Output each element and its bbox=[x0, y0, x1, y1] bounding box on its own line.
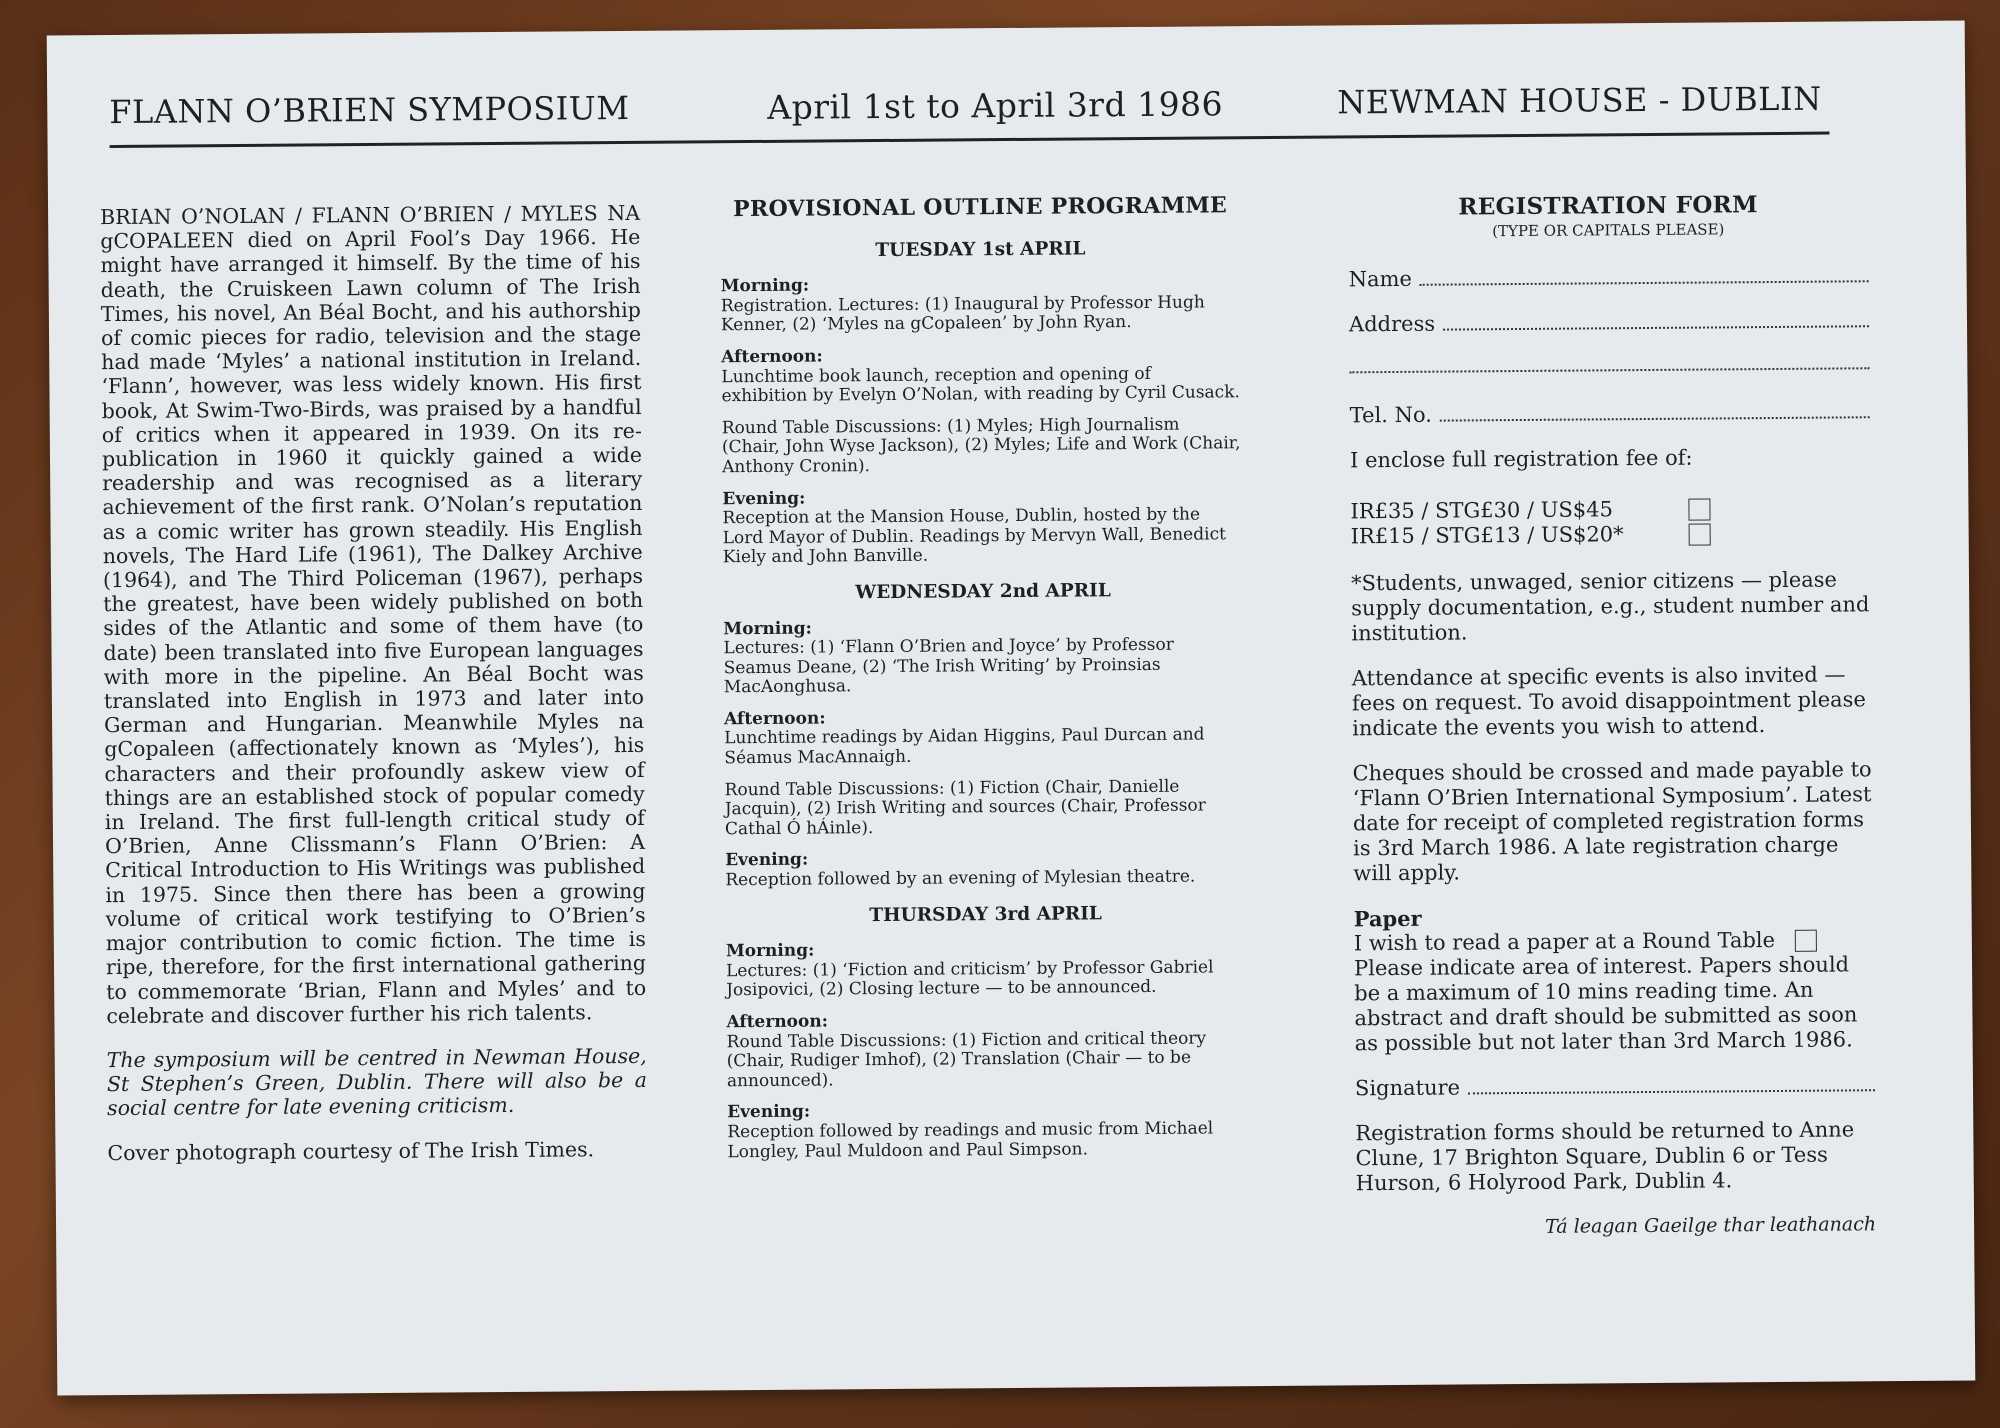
signature-field[interactable] bbox=[1355, 1072, 1875, 1101]
session-text: Lectures: (1) ‘Fiction and criticism’ by Professor Gabriel Josipovici, (2) Closing lecture — to be announced. bbox=[725, 957, 1214, 1001]
address-label: Address bbox=[1348, 311, 1436, 337]
programme-column bbox=[720, 192, 1248, 1174]
programme-title: PROVISIONAL OUTLINE PROGRAMME bbox=[733, 192, 1228, 223]
tel-line[interactable] bbox=[1440, 402, 1870, 421]
irish-note: Tá leagan Gaeilge thar leathanach bbox=[1545, 1213, 1877, 1238]
name-label: Name bbox=[1348, 266, 1412, 292]
session-text: Reception at the Mansion House, Dublin, hosted by the Lord Mayor of Dublin. Readings by Mervyn Wall, Benedict Kiely and John Banville. bbox=[722, 504, 1226, 568]
session-label: Afternoon: bbox=[721, 346, 823, 368]
day-heading: WEDNESDAY 2nd APRIL bbox=[855, 580, 1111, 604]
form-title: REGISTRATION FORM bbox=[1458, 191, 1758, 221]
students-note: *Students, unwaged, senior citizens — please supply documentation, e.g., student number and institution. bbox=[1350, 567, 1870, 646]
venue-note: The symposium will be centred in Newman House, St Stephen’s Green, Dublin. There will also be a social centre for late evening criticism. bbox=[106, 1043, 648, 1121]
day-heading: THURSDAY 3rd APRIL bbox=[869, 902, 1102, 926]
session-text: Reception followed by readings and music from Michael Longley, Paul Muldoon and Paul Simpson. bbox=[727, 1118, 1214, 1162]
session-text: Lectures: (1) ‘Flann O’Brien and Joyce’ by Professor Seamus Deane, (2) ‘The Irish Writing’ by Proinsias MacAonghusa. bbox=[723, 634, 1174, 698]
paper-title: Paper bbox=[1353, 905, 1422, 932]
paper-checkbox[interactable] bbox=[1795, 929, 1817, 951]
address-line[interactable] bbox=[1443, 311, 1869, 330]
return-address: Registration forms should be returned to Anne Clune, 17 Brighton Square, Dublin 6 or Tess Hurson, 6 Holyrood Park, Dublin 4. bbox=[1355, 1117, 1855, 1196]
address-field[interactable] bbox=[1349, 308, 1869, 337]
session-label: Evening: bbox=[727, 1101, 811, 1123]
cheques-note: Cheques should be crossed and made payable to ‘Flann O’Brien International Symposium’. Latest date for receipt of completed registration forms is 3rd March 1986. A late registration charge will apply. bbox=[1352, 757, 1872, 886]
session bbox=[721, 344, 1241, 407]
session-text: Registration. Lectures: (1) Inaugural by Professor Hugh Kenner, (2) ‘Myles na gCopaleen’ by John Ryan. bbox=[720, 292, 1205, 336]
paper-text: Please indicate area of interest. Papers should be a maximum of 10 mins reading time. An abstract and draft should be submitted as soon as possible but not later than 3rd March 1986. bbox=[1353, 952, 1858, 1056]
session bbox=[725, 777, 1245, 840]
registration-form bbox=[1348, 191, 1876, 1241]
venue-title: NEWMAN HOUSE - DUBLIN bbox=[1337, 79, 1822, 122]
session bbox=[726, 938, 1246, 1001]
session bbox=[723, 616, 1244, 698]
session-text: Lunchtime book launch, reception and opening of exhibition by Evelyn O’Nolan, with reading by Cyril Cusack. bbox=[721, 363, 1240, 407]
name-field[interactable] bbox=[1349, 263, 1869, 292]
event-dates: April 1st to April 3rd 1986 bbox=[767, 84, 1224, 127]
form-subtitle: (TYPE OR CAPITALS PLEASE) bbox=[1492, 220, 1725, 241]
session-text: Lunchtime readings by Aidan Higgins, Paul Durcan and Séamus MacAnnaigh. bbox=[724, 724, 1205, 769]
photo-credit: Cover photograph courtesy of The Irish Times. bbox=[107, 1136, 595, 1165]
session-label: Afternoon: bbox=[726, 1011, 829, 1033]
session bbox=[722, 415, 1242, 478]
session-text: Round Table Discussions: (1) Fiction (Chair, Danielle Jacquin), (2) Irish Writing and sources (Chair, Professor Cathal Ó hÁinle). bbox=[724, 776, 1206, 840]
fee-intro: I enclose full registration fee of: bbox=[1349, 445, 1693, 473]
attendance-note: Attendance at specific events is also invited — fees on request. To avoid disappointment please indicate the events you wish to attend. bbox=[1351, 662, 1866, 741]
session-text: Round Table Discussions: (1) Fiction and critical theory (Chair, Rudiger Imhof), (2) Translation (Chair — to be announced). bbox=[726, 1028, 1207, 1092]
session-label: Morning: bbox=[725, 940, 815, 962]
fee-reduced-checkbox[interactable] bbox=[1689, 523, 1711, 545]
fee-full-label: IR£35 / STG£30 / US$45 bbox=[1350, 497, 1614, 524]
session bbox=[725, 848, 1245, 891]
session bbox=[722, 486, 1243, 568]
registration-leaflet bbox=[47, 20, 1976, 1395]
address-line-2[interactable] bbox=[1349, 353, 1869, 373]
paper-wish-label: I wish to read a paper at a Round Table bbox=[1353, 928, 1776, 956]
intro-paragraph: BRIAN O’NOLAN / FLANN O’BRIEN / MYLES NA gCOPALEEN died on April Fool’s Day 1966. He might have arranged it himself. By the time of his death, the Cruiskeen Lawn column of The Irish Times, his novel, An Béal Bocht, and his authorship of comic pieces for radio, television and the stage had made ‘Myles’ a national institution in Ireland. ‘Flann’, however, was less widely known. His first book, At Swim-Two-Birds, was praised by a handful of critics when it appeared in 1939. On its re-publication in 1960 it quickly gained a wide readership and was recognised as a literary achievement of the first rank. O’Nolan’s reputation as a comic writer has grown steadily. His English novels, The Hard Life (1961), The Dalkey Archive (1964), and The Third Policeman (1967), perhaps the greatest, have been widely published on both sides of the Atlantic and some of them have (to date) been translated into five European languages with more in the pipeline. An Béal Bocht was translated into English in 1973 and later into German and Hungarian. Meanwhile Myles na gCopaleen (affectionately known as ‘Myles’), his characters and their profoundly askew view of things are an established stock of popular comedy in Ireland. The first full-length critical study of O’Brien, Anne Clissmann’s Flann O’Brien: A Critical Introduction to His Writings was published in 1975. Since then there has been a growing volume of critical work testifying to O’Brien’s major contribution to comic fiction. The time is ripe, therefore, for the first international gathering to commemorate ‘Brian, Flann and Myles’ and to celebrate and discover further his rich talents. bbox=[100, 200, 647, 1028]
signature-line[interactable] bbox=[1468, 1075, 1875, 1094]
fee-option-reduced[interactable] bbox=[1351, 520, 1871, 549]
day-heading: TUESDAY 1st APRIL bbox=[875, 237, 1086, 261]
symposium-title: FLANN O’BRIEN SYMPOSIUM bbox=[109, 88, 630, 132]
session bbox=[724, 706, 1244, 769]
signature-label: Signature bbox=[1354, 1075, 1461, 1101]
session bbox=[727, 1100, 1247, 1163]
header-rule bbox=[110, 132, 1830, 149]
intro-column bbox=[100, 201, 648, 1185]
name-line[interactable] bbox=[1420, 266, 1869, 286]
session-label: Evening: bbox=[725, 850, 809, 871]
fee-reduced-label: IR£15 / STG£13 / US$20* bbox=[1350, 522, 1624, 549]
tel-field[interactable] bbox=[1350, 399, 1870, 428]
session bbox=[721, 273, 1241, 336]
tel-label: Tel. No. bbox=[1349, 402, 1433, 428]
session-label: Morning: bbox=[723, 618, 812, 639]
session-label: Afternoon: bbox=[724, 708, 826, 730]
session-text: Reception followed by an evening of Mylesian theatre. bbox=[725, 866, 1196, 891]
session-label: Evening: bbox=[722, 488, 806, 509]
session-label: Morning: bbox=[720, 275, 810, 297]
session bbox=[726, 1009, 1247, 1091]
session-text: Round Table Discussions: (1) Myles; High Journalism (Chair, John Wyse Jackson), (2) Myles; Life and Work (Chair, Anthony Cronin). bbox=[721, 414, 1241, 478]
fee-full-checkbox[interactable] bbox=[1688, 498, 1710, 520]
